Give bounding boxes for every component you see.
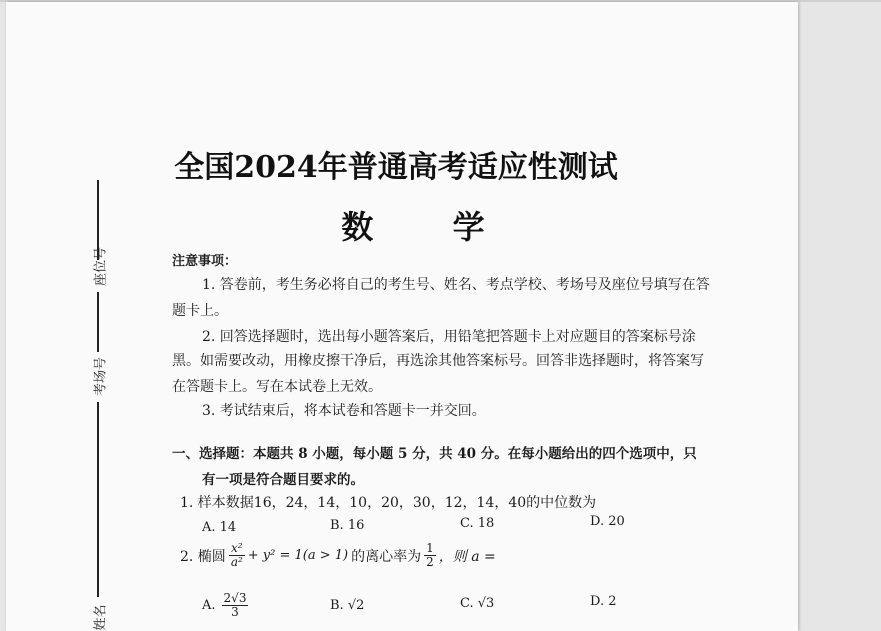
q2-tail: ，则 a = — [438, 548, 496, 565]
room-line — [97, 292, 99, 352]
q2-text-after: 的离心率为 — [351, 548, 422, 565]
q2-option-a-num: 2√3 — [223, 591, 247, 605]
q2-half-num: 1 — [426, 541, 434, 555]
q1-option-b: B. 16 — [330, 518, 365, 533]
q2-ellipse-fraction — [229, 542, 245, 569]
q2-half-den: 2 — [426, 555, 434, 569]
q2-equation: + y² = 1(a > 1) — [247, 548, 349, 563]
notice-item2-line2: 黑。如需要改动，用橡皮擦干净后，再选涂其他答案标号。回答非选择题时，将答案写 — [172, 353, 704, 369]
q1-stem: 1. 样本数据16，24，14，10，20，30，12，14，40的中位数为 — [180, 495, 597, 511]
q2-option-d: D. 2 — [590, 594, 617, 609]
section1-line1: 一、选择题：本题共 8 小题，每小题 5 分，共 40 分。在每小题给出的四个选项中，只 — [172, 446, 697, 462]
q2-half-fraction — [424, 542, 436, 569]
q2-option-a-fraction — [222, 592, 249, 619]
name-label: 姓名 — [93, 604, 109, 631]
q1-option-d: D. 20 — [590, 514, 625, 529]
notice-item1-line2: 题卡上。 — [172, 303, 228, 319]
q2-option-b: B. √2 — [330, 598, 365, 613]
q2-stem — [180, 542, 496, 569]
notice-item2-line1: 2. 回答选择题时，选出每小题答案后，用铅笔把答题卡上对应题目的答案标号涂 — [202, 329, 696, 345]
q1-option-c: C. 18 — [460, 516, 495, 531]
q2-frac-den: a² — [230, 555, 243, 569]
seat-label: 座位号 — [93, 247, 109, 287]
notice-heading: 注意事项： — [172, 254, 238, 269]
notice-item2-line3: 在答题卡上。写在本试卷上无效。 — [172, 379, 382, 395]
q2-option-a-prefix: A. — [202, 598, 216, 613]
q2-prefix: 2. 椭圆 — [180, 548, 226, 565]
name-line — [97, 402, 99, 597]
notice-item3: 3. 考试结束后，将本试卷和答题卡一并交回。 — [202, 403, 486, 419]
section1-line2: 有一项是符合题目要求的。 — [202, 472, 364, 488]
notice-item1-line1: 1. 答卷前，考生务必将自己的考生号、姓名、考点学校、考场号及座位号填写在答 — [202, 277, 710, 293]
room-label: 考场号 — [93, 357, 109, 397]
exam-subject: 数 学 — [341, 208, 519, 246]
document-page — [6, 2, 798, 631]
q2-option-c: C. √3 — [460, 596, 495, 611]
q2-option-a-den: 3 — [231, 605, 239, 619]
exam-title: 全国2024年普通高考适应性测试 — [174, 150, 618, 185]
q1-option-a: A. 14 — [202, 520, 237, 535]
q2-option-a — [202, 592, 248, 619]
q2-frac-num: x² — [229, 542, 245, 556]
